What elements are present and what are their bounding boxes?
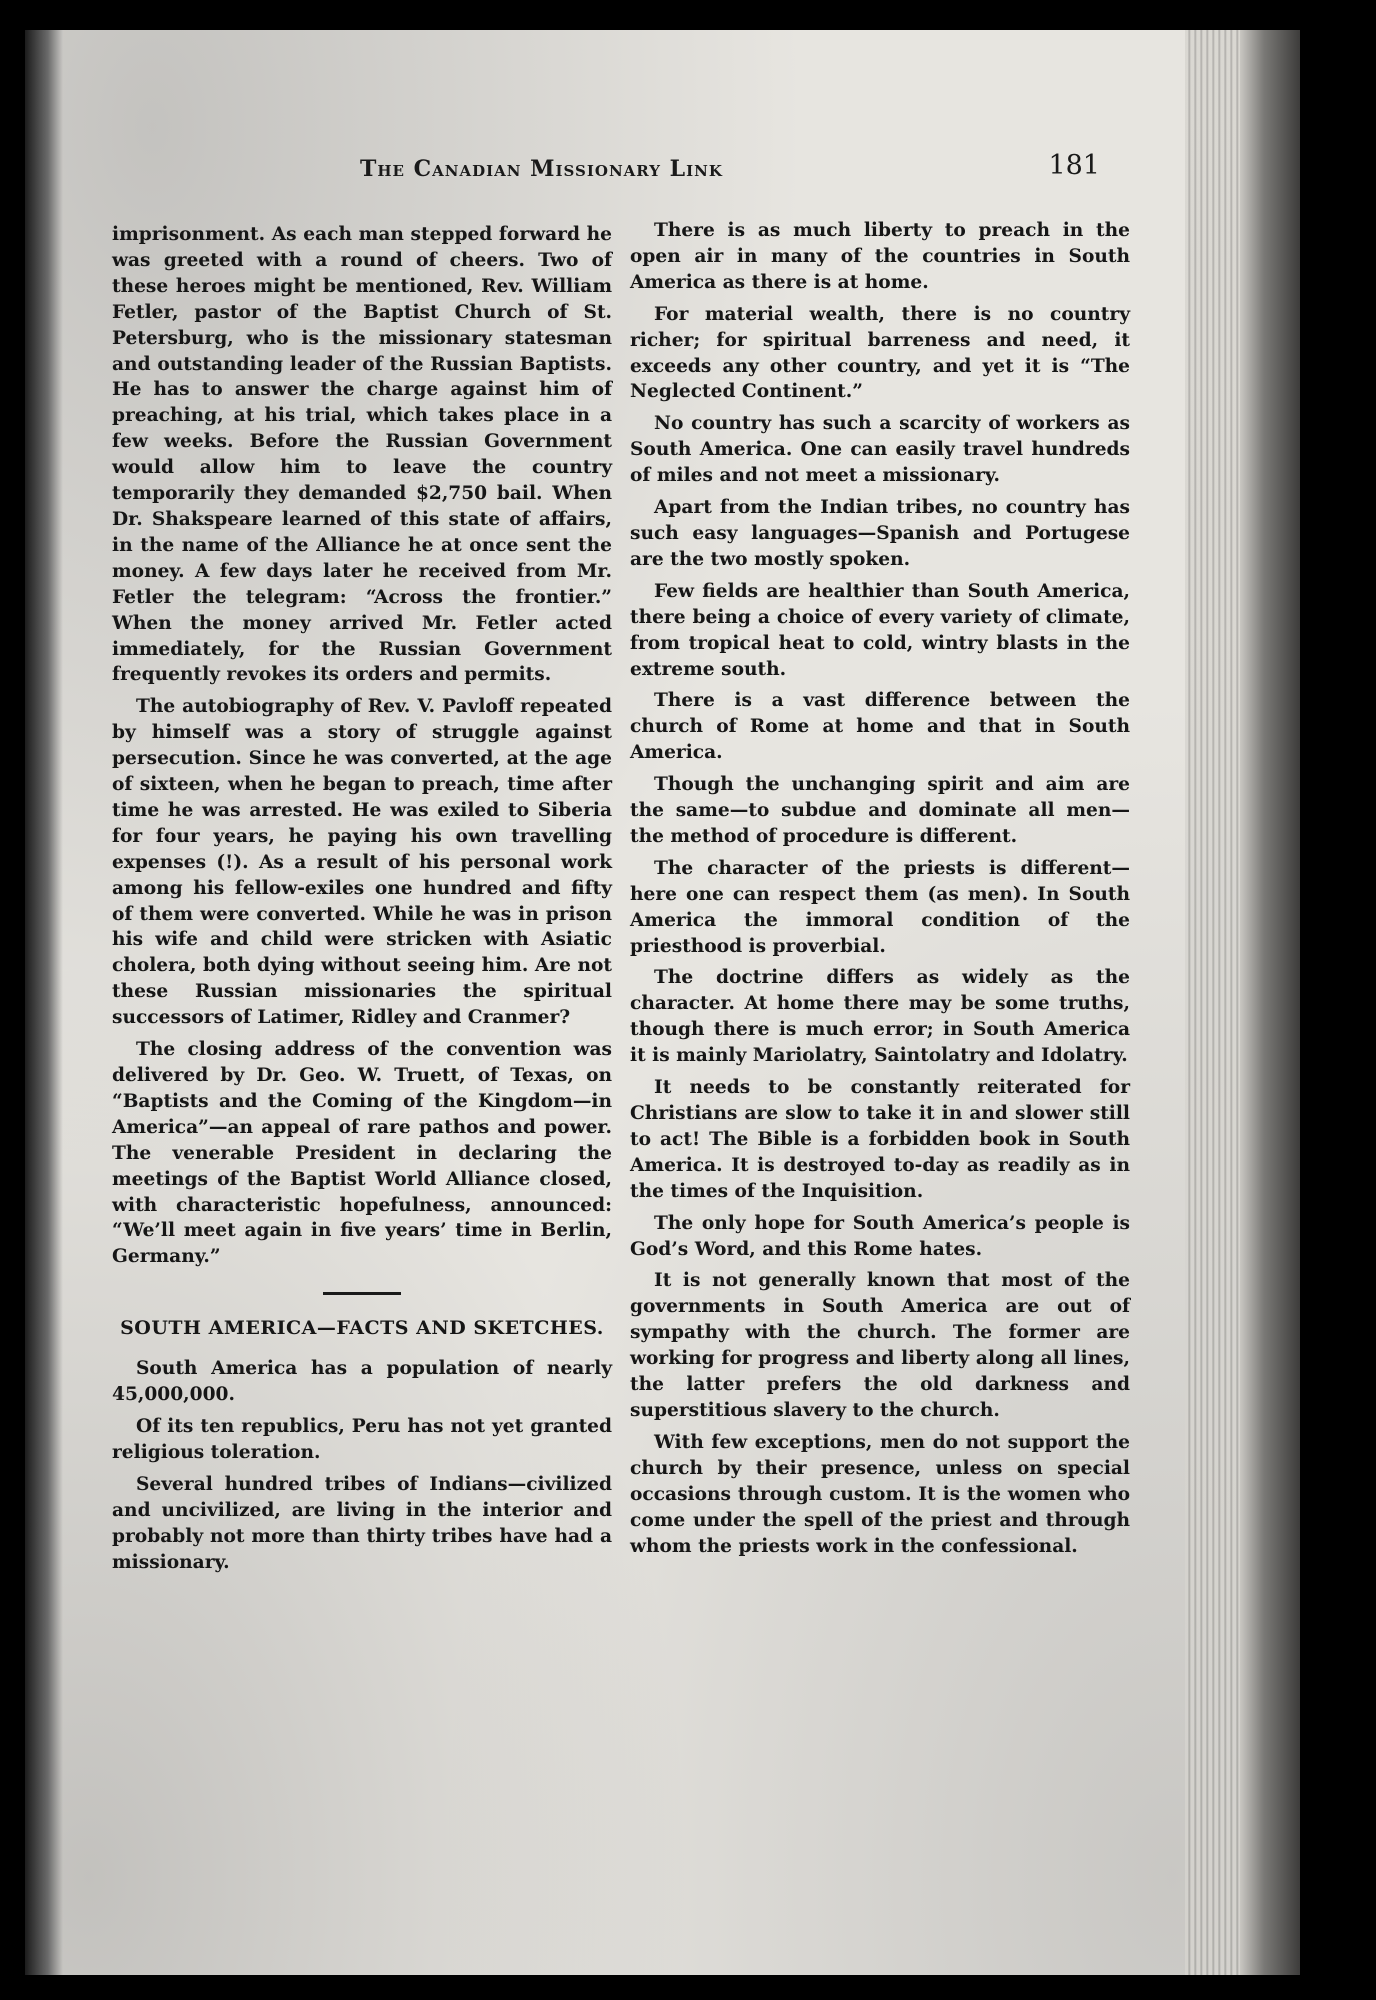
running-title: The Canadian Missionary Link (360, 156, 723, 182)
paragraph: Of its ten republics, Peru has not yet granted religious toleration. (112, 1416, 612, 1463)
paragraph: Several hundred tribes of Indians—civilized and uncivilized, are living in the interior and probably not more than thirty tribes have had a missionary. (112, 1473, 612, 1573)
paragraph: Few fields are healthier than South America, there being a choice of every variety of climate, from tropical heat to cold, wintry blasts in the extreme south. (630, 580, 1130, 680)
page-edge (1240, 30, 1300, 1975)
page-edge-lines (1185, 30, 1240, 1975)
section-divider (323, 1292, 401, 1295)
binding-shadow (25, 30, 63, 1975)
paragraph: There is a vast difference between the church of Rome at home and that in South America. (630, 690, 1130, 764)
paragraph: With few exceptions, men do not support the church by their presence, unless on special occasions through custom. It is the women who come under the spell of the priest and through whom the priests work in the confessional. (630, 1431, 1130, 1557)
paragraph: The autobiography of Rev. V. Pavloff repeated by himself was a story of struggle against persecution. Since he was converted, at the age of sixteen, when he began to preach, time after time he was arrested. He was exiled to Siberia for four years, he paying his own travelling expenses (!). As a result of his personal work among his fellow-exiles one hundred and fifty of them were converted. While he was in prison his wife and child were stricken with Asiatic cholera, both dying without seeing him. Are not these Russian missionaries the spiritual successors of Latimer, Ridley and Cranmer? (112, 696, 612, 1029)
paragraph: Apart from the Indian tribes, no country has such easy languages—Spanish and Portugese are the two mostly spoken. (630, 497, 1130, 570)
paragraph: South America has a population of nearly 45,000,000. (112, 1358, 612, 1406)
paragraph: The closing address of the convention was delivered by Dr. Geo. W. Truett, of Texas, on “Baptists and the Coming of the Kingdom—in America”—an appeal of rare pathos and power. The venerable President in declaring the meetings of the Baptist World Alliance closed, with characteristic hopefulness, announced: “We’ll meet again in five years’ time in Berlin, Germany.” (112, 1039, 612, 1268)
left-column (112, 222, 612, 1582)
paragraph: imprisonment. As each man stepped forward he was greeted with a round of cheers. Two of these heroes might be mentioned, Rev. William Fetler, pastor of the Baptist Church of St. Petersburg, who is the missionary statesman and outstanding leader of the Russian Baptists. He has to answer the charge against him of preaching, at his trial, which takes place in a few weeks. Before the Russian Government would allow him to leave the country temporarily they demanded $2,750 bail. When Dr. Shakspeare learned of this state of affairs, in the name of the Alliance he at once sent the money. A few days later he received from Mr. Fetler the telegram: “Across the frontier.” When the money arrived Mr. Fetler acted immediately, for the Russian Government frequently revokes its orders and permits. (112, 224, 612, 686)
paragraph: It needs to be constantly reiterated for Christians are slow to take it in and slower still to act! The Bible is a forbidden book in South America. It is destroyed to-day as readily as in the times of the Inquisition. (630, 1077, 1130, 1202)
right-column (630, 218, 1130, 1565)
page-number: 181 (1048, 150, 1100, 181)
paragraph: The character of the priests is different—here one can respect them (as men). In South America the immoral condition of the priesthood is proverbial. (630, 857, 1130, 957)
paragraph: The doctrine differs as widely as the character. At home there may be some truths, though there is much error; in South America it is mainly Mariolatry, Saintolatry and Idolatry. (630, 967, 1130, 1067)
paragraph: There is as much liberty to preach in the open air in many of the countries in South America as there is at home. (630, 220, 1130, 293)
paragraph: The only hope for South America’s people is God’s Word, and this Rome hates. (630, 1212, 1130, 1260)
paragraph: It is not generally known that most of the governments in South America are out of sympathy with the church. The former are working for progress and liberty along all lines, the latter prefers the old darkness and superstitious slavery to the church. (630, 1270, 1130, 1421)
paragraph: Though the unchanging spirit and aim are the same—to subdue and dominate all men—the method of procedure is different. (630, 774, 1130, 847)
paragraph: For material wealth, there is no country richer; for spiritual barreness and need, it exceeds any other country, and yet it is “The Neglected Continent.” (630, 303, 1130, 403)
paragraph: No country has such a scarcity of workers as South America. One can easily travel hundreds of miles and not meet a missionary. (630, 413, 1130, 487)
section-title: SOUTH AMERICA—FACTS AND SKETCHES. (120, 1317, 604, 1340)
page-header (110, 150, 1100, 190)
